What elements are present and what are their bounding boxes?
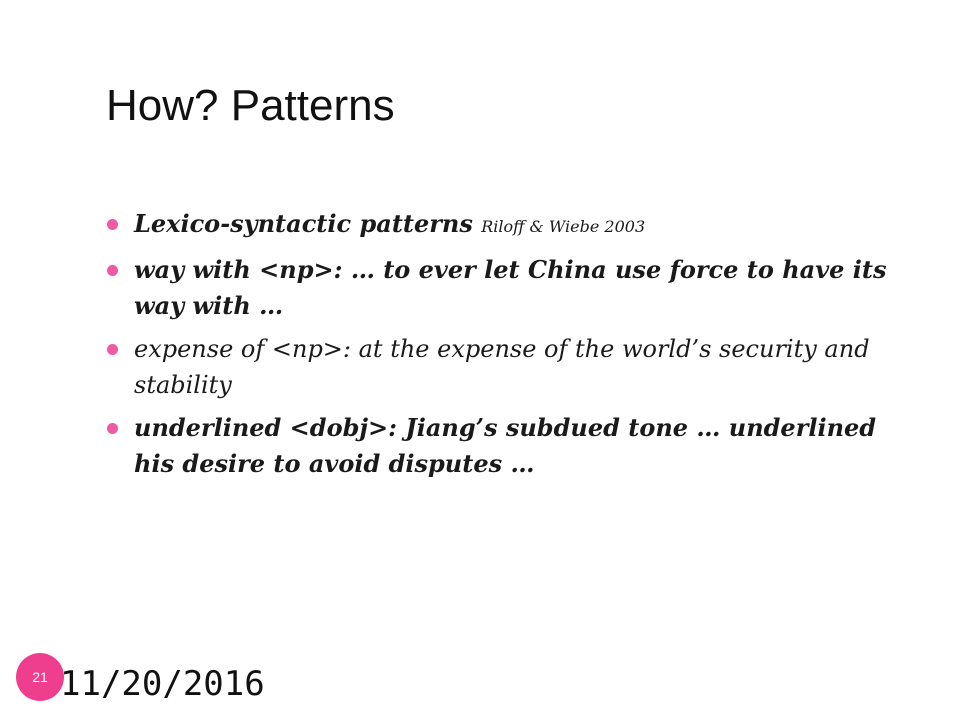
bullet-dot-icon xyxy=(107,344,118,355)
page-number-badge: 21 xyxy=(16,653,64,701)
slide-date: 11/20/2016 xyxy=(60,664,265,704)
bullet-text: Lexico-syntactic patterns xyxy=(134,209,482,238)
bullet-item xyxy=(104,410,904,482)
bullet-citation: Riloff & Wiebe 2003 xyxy=(481,217,646,236)
bullet-text: underlined <dobj>: Jiang’s subdued tone … underlined his desire to avoid disputes … xyxy=(134,413,877,478)
bullet-text: expense of <np>: at the expense of the world’s security and stability xyxy=(134,335,870,399)
bullet-dot-icon xyxy=(107,219,118,230)
bullet-dot-icon xyxy=(107,265,118,276)
bullet-text: way with <np>: … to ever let China use force to have its way with … xyxy=(134,255,887,320)
bullet-item xyxy=(104,331,904,403)
bullet-item xyxy=(104,252,904,324)
bullet-dot-icon xyxy=(107,423,118,434)
bullet-list xyxy=(104,206,904,489)
bullet-item xyxy=(104,206,904,245)
slide-title: How? Patterns xyxy=(106,81,395,130)
